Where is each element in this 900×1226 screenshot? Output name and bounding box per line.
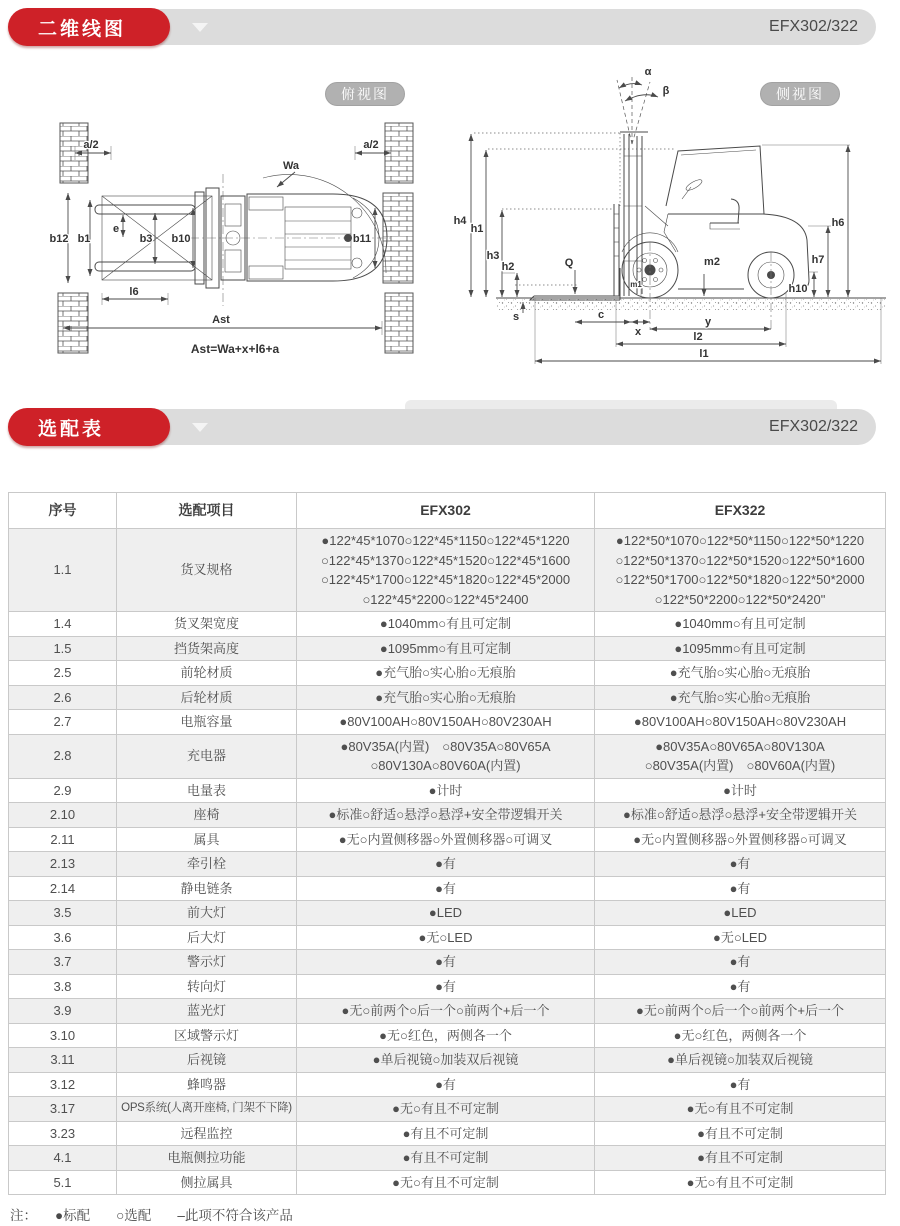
note-prefix: 注： [10,1208,37,1223]
row-item: 挡货架高度 [117,636,297,661]
row-item: OPS系统(人离开座椅, 门架不下降) [117,1097,297,1122]
row-value-efx322: ●无○内置侧移器○外置侧移器○可调叉 [595,827,886,852]
row-value-efx302: ●80V100AH○80V150AH○80V230AH [297,710,595,735]
dim-label-a2-left: a/2 [83,139,99,151]
row-no: 3.8 [9,974,117,999]
row-item: 货叉规格 [117,529,297,612]
dim-label-s: s [512,311,520,323]
row-no: 2.11 [9,827,117,852]
row-item: 侧拉属具 [117,1170,297,1195]
ast-formula: Ast=Wa+x+l6+a [190,342,280,356]
chevron-down-icon [192,23,208,32]
row-value-efx322: ●充气胎○实心胎○无痕胎 [595,661,886,686]
row-no: 3.12 [9,1072,117,1097]
section-header-drawing [8,8,876,46]
table-row [9,1048,886,1073]
row-item: 转向灯 [117,974,297,999]
row-no: 2.8 [9,734,117,778]
row-value-efx302: ●LED [297,901,595,926]
row-value-efx302: ●充气胎○实心胎○无痕胎 [297,685,595,710]
dim-label-h1: h1 [470,223,484,235]
dim-label-b12: b12 [49,233,69,245]
row-item: 后视镜 [117,1048,297,1073]
top-view-badge: 俯视图 [325,82,405,106]
dim-label-h10: h10 [788,283,808,295]
wall-block [385,293,413,353]
table-row [9,950,886,975]
table-row [9,685,886,710]
section-title-drawing: 二维线图 [8,8,170,46]
row-value-efx322: ●无○LED [595,925,886,950]
row-value-efx322: ●有且不可定制 [595,1121,886,1146]
row-value-efx322: ●1040mm○有且可定制 [595,612,886,637]
row-value-efx322: ●有 [595,852,886,877]
table-row [9,734,886,778]
dim-label-h3: h3 [486,250,500,262]
row-no: 3.11 [9,1048,117,1073]
col-header-item: 选配项目 [117,493,297,529]
table-row [9,710,886,735]
top-view-drawing [35,66,435,381]
row-value-efx322: ●有 [595,876,886,901]
row-value-efx302: ●有 [297,1072,595,1097]
row-value-efx302: ●无○前两个○后一个○前两个+后一个 [297,999,595,1024]
table-row [9,636,886,661]
dim-label-b11: b11 [352,233,372,245]
row-value-efx322: ●有且不可定制 [595,1146,886,1171]
row-no: 3.17 [9,1097,117,1122]
row-value-efx322: ●无○红色，两侧各一个 [595,1023,886,1048]
legend-standard: ●标配 [55,1208,91,1223]
dim-label-a2-right: a/2 [363,139,379,151]
dim-label-m1: m1 [630,280,642,289]
row-item: 牵引栓 [117,852,297,877]
legend-note [10,1204,319,1224]
row-item: 电瓶容量 [117,710,297,735]
row-value-efx322: ●标准○舒适○悬浮○悬浮+安全带逻辑开关 [595,803,886,828]
row-no: 2.5 [9,661,117,686]
col-header-efx322: EFX322 [595,493,886,529]
row-item: 座椅 [117,803,297,828]
row-value-efx302: ●有 [297,852,595,877]
row-value-efx302: ●80V35A(内置) ○80V35A○80V65A ○80V130A○80V60A(内置) [297,734,595,778]
dim-label-alpha: α [644,66,652,78]
row-item: 后轮材质 [117,685,297,710]
dim-label-l1: l1 [699,348,709,360]
header-bar [100,9,876,45]
row-value-efx302: ●有且不可定制 [297,1121,595,1146]
dim-label-e: e [112,223,120,235]
row-value-efx322: ●80V100AH○80V150AH○80V230AH [595,710,886,735]
table-row [9,529,886,612]
row-no: 3.6 [9,925,117,950]
table-row [9,1072,886,1097]
row-item: 蓝光灯 [117,999,297,1024]
row-value-efx322: ●有 [595,974,886,999]
dim-label-h4: h4 [453,215,467,227]
row-value-efx302: ●充气胎○实心胎○无痕胎 [297,661,595,686]
header-bar [100,409,876,445]
row-no: 2.14 [9,876,117,901]
legend-optional: ○选配 [116,1208,152,1223]
row-value-efx322: ●无○有且不可定制 [595,1097,886,1122]
row-value-efx302: ●计时 [297,778,595,803]
row-item: 属具 [117,827,297,852]
dim-label-h2: h2 [501,261,515,273]
row-value-efx322: ●单后视镜○加装双后视镜 [595,1048,886,1073]
row-value-efx322: ●无○有且不可定制 [595,1170,886,1195]
row-no: 3.9 [9,999,117,1024]
table-body [9,529,886,1195]
dim-label-x: x [634,326,642,338]
table-row [9,999,886,1024]
dim-label-b3: b3 [139,233,153,245]
row-no: 2.6 [9,685,117,710]
dim-label-b1: b1 [77,233,91,245]
row-value-efx302: ●122*45*1070○122*45*1150○122*45*1220 ○122*45*1370○122*45*1520○122*45*1600 ○122*45*1700○122*45*1820○122*45*2000 ○122*45*2200○122*45*2400 [297,529,595,612]
wall-block [58,293,88,353]
side-view-drawing [438,56,898,391]
row-item: 电量表 [117,778,297,803]
model-label: EFX302/322 [769,418,858,435]
dim-label-l6: l6 [129,286,139,298]
row-value-efx302: ●单后视镜○加装双后视镜 [297,1048,595,1073]
row-no: 2.7 [9,710,117,735]
wall-block [383,193,413,283]
row-no: 3.10 [9,1023,117,1048]
row-value-efx322: ●有 [595,950,886,975]
row-no: 3.5 [9,901,117,926]
table-row [9,852,886,877]
table-row [9,778,886,803]
row-value-efx302: ●无○红色，两侧各一个 [297,1023,595,1048]
side-view-badge: 侧视图 [760,82,840,106]
dim-label-b10: b10 [171,233,191,245]
row-no: 3.7 [9,950,117,975]
dim-label-h7: h7 [811,254,825,266]
row-value-efx302: ●1095mm○有且可定制 [297,636,595,661]
row-item: 警示灯 [117,950,297,975]
row-value-efx302: ●有 [297,950,595,975]
row-no: 1.4 [9,612,117,637]
row-item: 后大灯 [117,925,297,950]
row-item: 前大灯 [117,901,297,926]
row-item: 前轮材质 [117,661,297,686]
model-label: EFX302/322 [769,18,858,35]
row-item: 电瓶侧拉功能 [117,1146,297,1171]
row-item: 货叉架宽度 [117,612,297,637]
section-header-options [8,408,876,446]
row-value-efx322: ●LED [595,901,886,926]
options-table [8,492,886,1195]
row-item: 远程监控 [117,1121,297,1146]
table-row [9,1121,886,1146]
dim-label-wa: Wa [282,160,300,172]
table-header-row [9,493,886,529]
row-value-efx302: ●有 [297,974,595,999]
dim-label-l2: l2 [693,331,703,343]
row-value-efx302: ●无○有且不可定制 [297,1170,595,1195]
row-value-efx302: ●有且不可定制 [297,1146,595,1171]
table-row [9,1146,886,1171]
row-no: 4.1 [9,1146,117,1171]
table-row [9,803,886,828]
table-row [9,1023,886,1048]
row-item: 静电链条 [117,876,297,901]
col-header-efx302: EFX302 [297,493,595,529]
table-row [9,1170,886,1195]
row-item: 充电器 [117,734,297,778]
row-value-efx302: ●无○有且不可定制 [297,1097,595,1122]
section-title-options: 选配表 [8,408,170,446]
legend-not-applicable: –此项不符合该产品 [177,1208,293,1223]
dim-label-beta: β [662,85,670,97]
table-row [9,612,886,637]
col-header-no: 序号 [9,493,117,529]
row-value-efx302: ●1040mm○有且可定制 [297,612,595,637]
row-value-efx322: ●有 [595,1072,886,1097]
row-value-efx302: ●标准○舒适○悬浮○悬浮+安全带逻辑开关 [297,803,595,828]
chevron-down-icon [192,423,208,432]
table-row [9,974,886,999]
row-value-efx302: ●无○内置侧移器○外置侧移器○可调叉 [297,827,595,852]
table-row [9,876,886,901]
row-value-efx322: ●1095mm○有且可定制 [595,636,886,661]
table-row [9,827,886,852]
row-value-efx302: ●无○LED [297,925,595,950]
row-value-efx322: ●无○前两个○后一个○前两个+后一个 [595,999,886,1024]
dim-label-h6: h6 [831,217,845,229]
row-item: 区域警示灯 [117,1023,297,1048]
row-item: 蜂鸣器 [117,1072,297,1097]
row-no: 1.1 [9,529,117,612]
row-value-efx322: ●80V35A○80V65A○80V130A ○80V35A(内置) ○80V60A(内置) [595,734,886,778]
row-no: 1.5 [9,636,117,661]
row-value-efx322: ●充气胎○实心胎○无痕胎 [595,685,886,710]
row-value-efx322: ●计时 [595,778,886,803]
table-row [9,925,886,950]
table-row [9,661,886,686]
row-value-efx322: ●122*50*1070○122*50*1150○122*50*1220 ○122*50*1370○122*50*1520○122*50*1600 ○122*50*1700○122*50*1820○122*50*2000 ○122*50*2200○122*50*2420" [595,529,886,612]
table-row [9,901,886,926]
dim-label-y: y [704,316,712,328]
row-no: 3.23 [9,1121,117,1146]
row-no: 2.10 [9,803,117,828]
dim-label-ast: Ast [212,314,230,326]
row-value-efx302: ●有 [297,876,595,901]
row-no: 5.1 [9,1170,117,1195]
dim-label-q: Q [564,257,574,269]
row-no: 2.13 [9,852,117,877]
table-row [9,1097,886,1122]
dim-label-c: c [597,309,605,321]
row-no: 2.9 [9,778,117,803]
dim-label-m2: m2 [704,256,720,268]
